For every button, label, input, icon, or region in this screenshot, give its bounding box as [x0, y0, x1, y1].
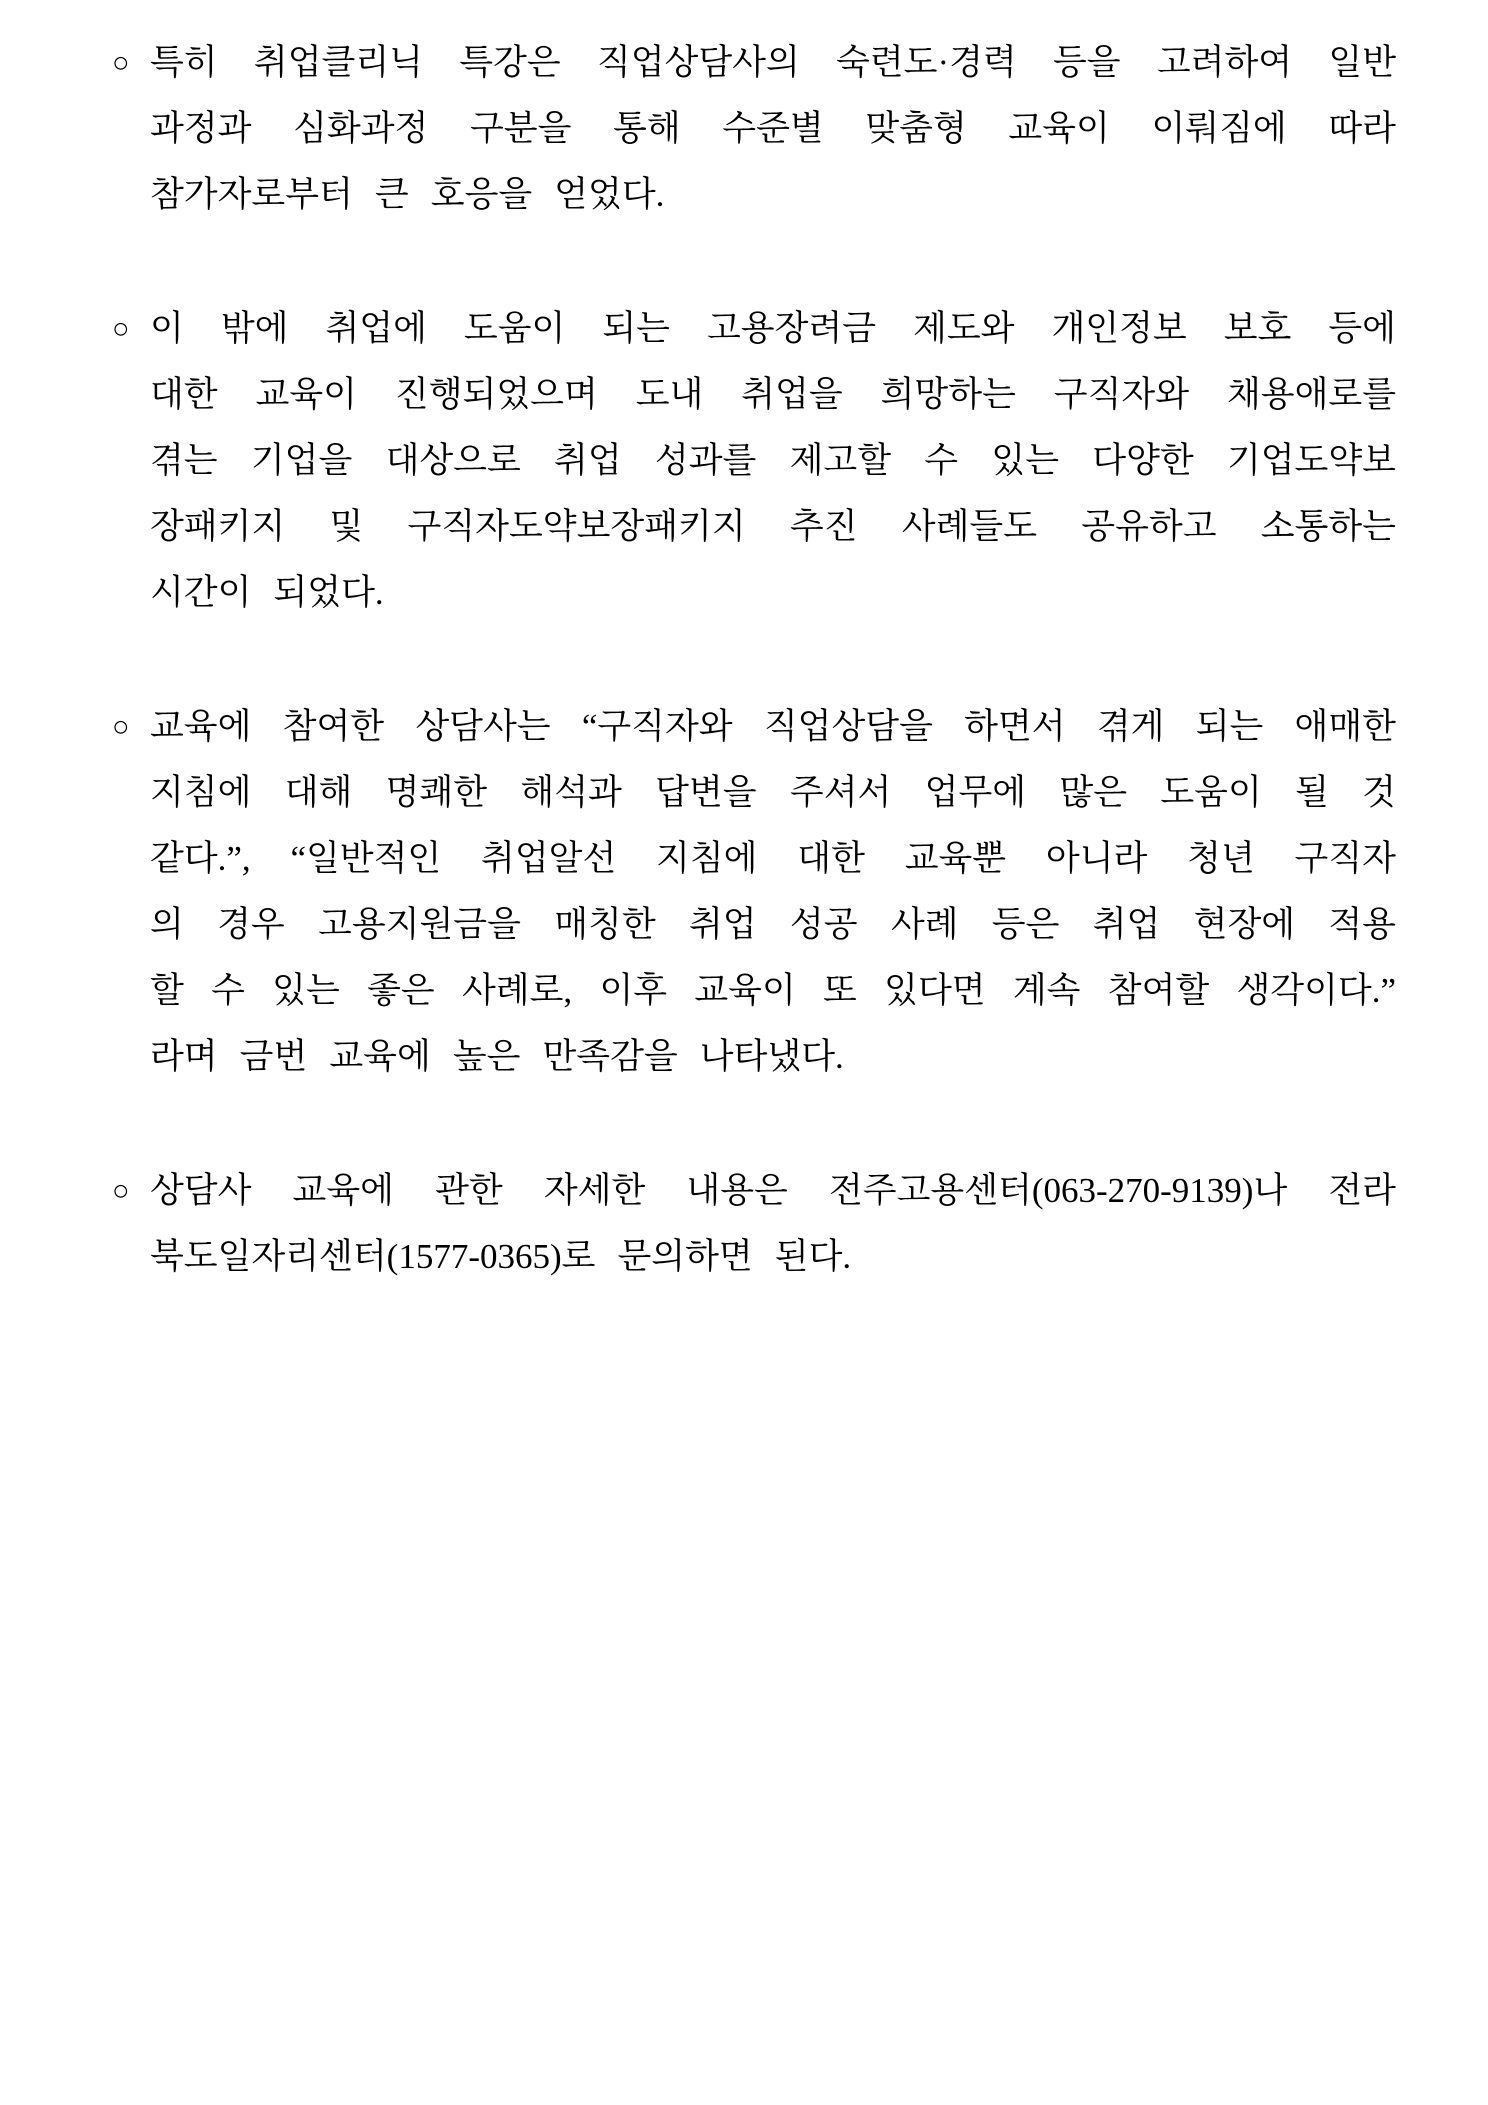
text-line: 겪는 기업을 대상으로 취업 성과를 제고할 수 있는 다양한 기업도약보: [150, 441, 1396, 480]
text-line: 참가자로부터 큰 호응을 얻었다.: [150, 175, 665, 214]
text-line: 시간이 되었다.: [150, 573, 384, 612]
text-line: 상담사 교육에 관한 자세한 내용은 전주고용센터(063-270-9139)나 전라: [150, 1171, 1396, 1210]
bullet-marker: ○: [112, 47, 130, 79]
text-line: 북도일자리센터(1577-0365)로 문의하면 된다.: [150, 1237, 852, 1276]
text-line: 대한 교육이 진행되었으며 도내 취업을 희망하는 구직자와 채용애로를: [150, 375, 1396, 414]
text-line: 특히 취업클리닉 특강은 직업상담사의 숙련도·경력 등을 고려하여 일반: [150, 43, 1396, 82]
text-line: 장패키지 및 구직자도약보장패키지 추진 사례들도 공유하고 소통하는: [150, 507, 1396, 546]
text-line: 라며 금번 교육에 높은 만족감을 나타냈다.: [150, 1037, 844, 1076]
document-body: [112, 30, 1396, 1290]
text-line: 교육에 참여한 상담사는 “구직자와 직업상담을 하면서 겪게 되는 애매한: [150, 707, 1396, 746]
bullet-paragraph: [112, 296, 1396, 626]
text-line: 같다.”, “일반적인 취업알선 지침에 대한 교육뿐 아니라 청년 구직자: [150, 839, 1396, 878]
bullet-paragraph: [112, 694, 1396, 1090]
text-line: 과정과 심화과정 구분을 통해 수준별 맞춤형 교육이 이뤄짐에 따라: [150, 109, 1396, 148]
bullet-marker: ○: [112, 711, 130, 743]
bullet-paragraph: [112, 1158, 1396, 1290]
bullet-marker: ○: [112, 313, 130, 345]
text-line: 할 수 있는 좋은 사례로, 이후 교육이 또 있다면 계속 참여할 생각이다.”: [150, 971, 1396, 1010]
text-line: 지침에 대해 명쾌한 해석과 답변을 주셔서 업무에 많은 도움이 될 것: [150, 773, 1396, 812]
bullet-paragraph: [112, 30, 1396, 228]
bullet-marker: ○: [112, 1175, 130, 1207]
text-line: 의 경우 고용지원금을 매칭한 취업 성공 사례 등은 취업 현장에 적용: [150, 905, 1396, 944]
text-line: 이 밖에 취업에 도움이 되는 고용장려금 제도와 개인정보 보호 등에: [150, 309, 1396, 348]
